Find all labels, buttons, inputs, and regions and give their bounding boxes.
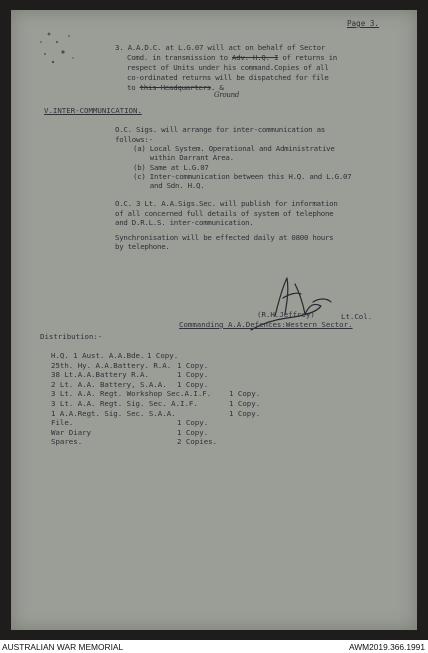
intercom-line1: O.C. Sigs. will arrange for inter-communication as [115,125,325,134]
page-number: Page 3. [346,19,379,28]
struck-text-headquarters: this Headquarters [139,83,212,92]
distribution-copies: 1 Copy. [229,389,261,399]
drls-line2: of all concerned full details of system of telephone [115,209,334,218]
sync-line1: Synchronisation will be effected daily at 0800 hours [115,233,334,242]
sync-line2: by telephone. [115,242,170,251]
intercom-item-b: (b) Same at L.G.07 [133,163,209,172]
distribution-unit: H.Q. 1 Aust. A.A.Bde. [51,351,145,360]
distribution-copies: 1 Copy. [147,351,179,360]
para3-line4: co-ordinated returns will be dispatched for file [127,73,329,82]
intercom-item-c: (c) Inter-communication between this H.Q. and L.G.07 [133,172,352,181]
distribution-unit: 1 A.A.Regt. Sig. Sec. S.A.A. [51,408,176,418]
paper-stain-marks [33,24,83,72]
para3-line5-text: to [127,83,140,92]
distribution-copies: 1 Copy. [177,379,209,389]
distribution-copies: 1 Copy. [177,370,209,380]
section-heading: V.INTER-COMMUNICATION. [44,106,142,115]
para3-line2-text: Comd. in transmission to [127,53,232,62]
distribution-unit: 38 Lt.A.A.Battery R.A. [51,370,149,380]
drls-line3: and D.R.L.S. inter-communication. [115,218,254,227]
distribution-unit: 25th. Hy. A.A.Battery. R.A. [51,360,172,370]
distribution-unit: File. [51,418,74,428]
distribution-copies: 1 Copy. [177,418,209,428]
document-page [11,10,417,630]
distribution-unit: 2 Lt. A.A. Battery, S.A.A. [51,379,167,389]
distribution-unit: 3 Lt. A.A. Regt. Sig. Sec. A.I.F. [51,398,198,408]
signer-title: Commanding A.A.Defences:Western Sector. [179,320,353,329]
distribution-copies: 2 Copies. [177,437,218,447]
archive-caption: AUSTRALIAN WAR MEMORIAL [2,642,124,652]
distribution-unit: 3 Lt. A.A. Regt. Workshop Sec.A.I.F. [51,389,212,399]
drls-line1: O.C. 3 Lt. A.A.Sigs.Sec. will publish for information [115,199,338,208]
distribution-copies: 1 Copy. [177,427,209,437]
distribution-copies: 1 Copy. [229,408,261,418]
para3-line2 [127,53,337,63]
handwritten-insert: Ground [214,91,240,99]
distribution-unit: Spares. [51,437,83,447]
intercom-line2: follows:- [115,135,153,144]
para3-line1: 3. A.A.D.C. at L.G.07 will act on behalf of Sector [115,43,325,52]
para3-line2-text-end: of returns in [278,53,337,62]
signer-name: (R.H.Jeffrey) [257,310,315,319]
archive-accession-number: AWM2019.366.1991 [348,642,425,652]
distribution-unit: War Diary [51,427,92,437]
intercom-item-c-cont: and Sdn. H.Q. [133,181,205,190]
intercom-item-a-cont: within Darrant Area. [133,153,234,162]
distribution-copies: 1 Copy. [229,398,261,408]
para3-line5 [127,83,224,93]
struck-text: Adv. H.Q. I [232,53,279,62]
distribution-label: Distribution:- [40,332,103,341]
signer-rank: Lt.Col. [341,312,373,321]
para3-line3: respect of Units under his command.Copies of all [127,63,329,72]
distribution-copies: 1 Copy. [177,360,209,370]
para3-line5-text-end: . & [211,83,224,92]
intercom-item-a: (a) Local System. Operational and Administrative [133,144,335,153]
